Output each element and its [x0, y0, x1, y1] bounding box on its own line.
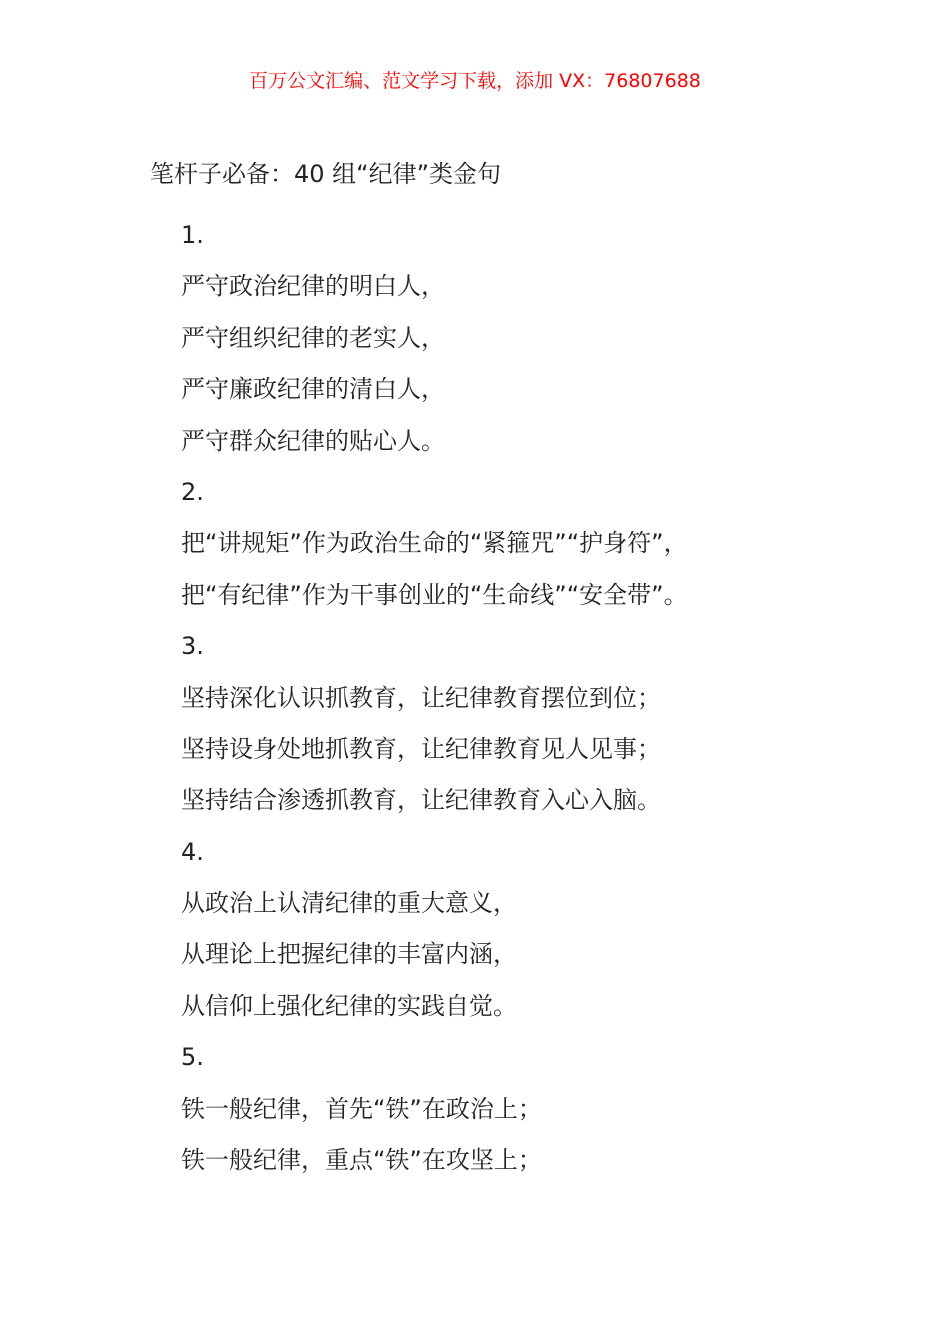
text-line: 把“讲规矩”作为政治生命的“紧箍咒”“护身符”， [181, 529, 688, 558]
document-title: 笔杆子必备：40 组“纪律”类金句 [150, 160, 502, 188]
text-line: 严守群众纪律的贴心人。 [181, 426, 445, 455]
text-line: 从政治上认清纪律的重大意义， [181, 889, 517, 918]
section-number: 2. [181, 477, 204, 506]
text-line: 坚持结合渗透抓教育，让纪律教育入心入脑。 [181, 786, 661, 815]
section-number: 4. [181, 837, 204, 866]
text-line: 铁一般纪律，首先“铁”在政治上； [181, 1094, 542, 1123]
text-line: 把“有纪律”作为干事创业的“生命线”“安全带”。 [181, 580, 688, 609]
text-line: 严守政治纪律的明白人， [181, 272, 445, 301]
text-line: 坚持深化认识抓教育，让纪律教育摆位到位； [181, 683, 661, 712]
text-line: 严守组织纪律的老实人， [181, 323, 445, 352]
text-line: 从信仰上强化纪律的实践自觉。 [181, 991, 517, 1020]
section-number: 1. [181, 221, 204, 249]
section-number: 5. [181, 1043, 204, 1072]
text-line: 坚持设身处地抓教育，让纪律教育见人见事； [181, 734, 661, 763]
text-line: 铁一般纪律，重点“铁”在攻坚上； [181, 1146, 542, 1175]
document-body [181, 217, 688, 1193]
section-number: 3. [181, 632, 204, 661]
text-line: 从理论上把握纪律的丰富内涵， [181, 940, 517, 969]
text-line: 严守廉政纪律的清白人， [181, 375, 445, 404]
header-banner: 百万公文汇编、范文学习下载，添加 VX：76807688 [249, 70, 701, 92]
